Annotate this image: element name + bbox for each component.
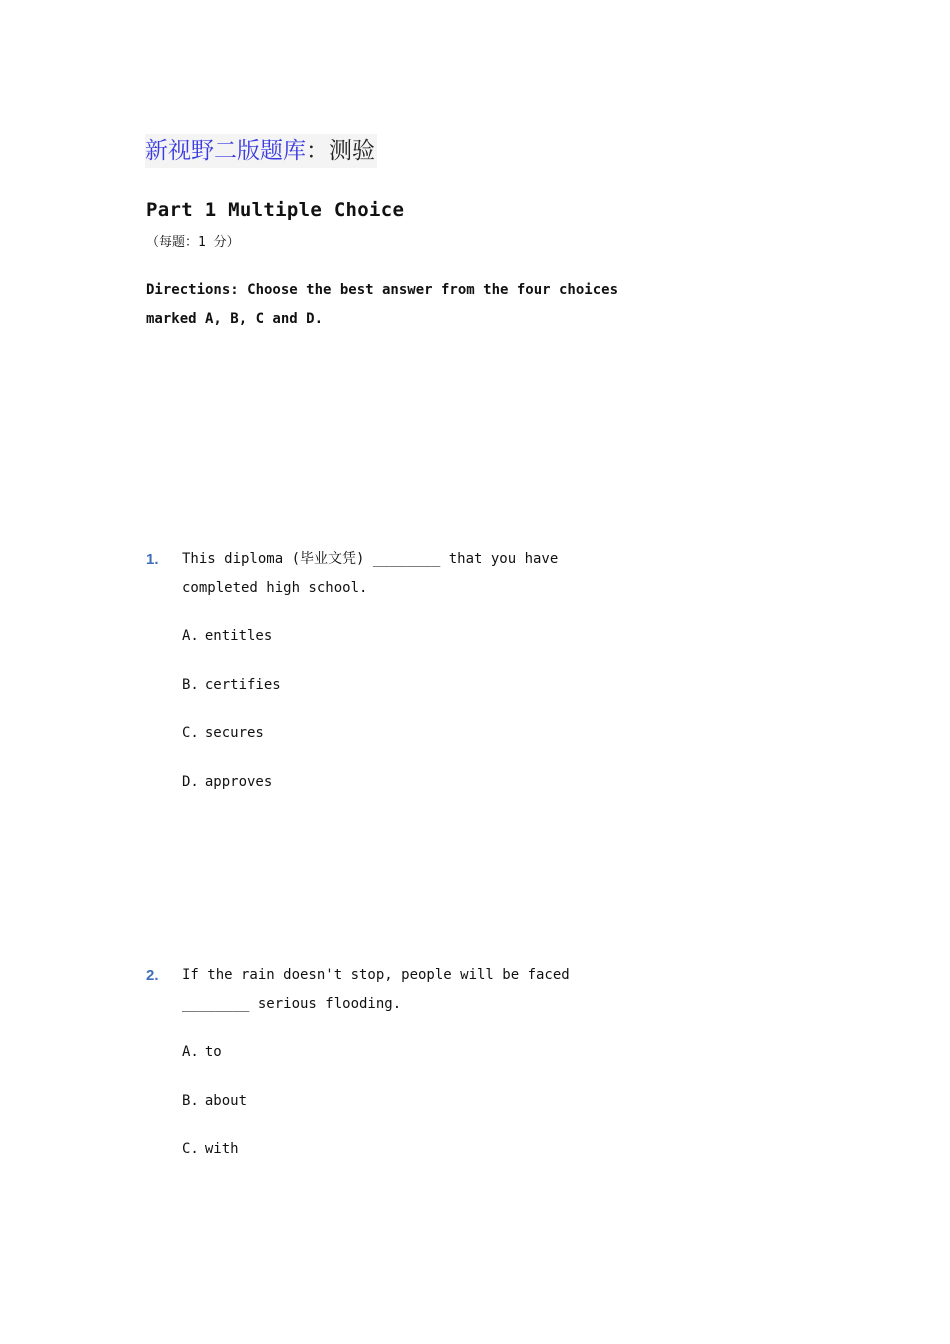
question-number: 2.	[146, 967, 159, 984]
page-title-separator: ：	[306, 138, 329, 164]
option-letter: B.	[182, 677, 199, 693]
option-c[interactable]	[182, 1139, 239, 1159]
option-letter: C.	[182, 1141, 199, 1157]
option-text: with	[204, 1141, 239, 1157]
option-a[interactable]	[182, 626, 272, 646]
option-letter: A.	[182, 1044, 199, 1060]
option-text: certifies	[204, 677, 281, 693]
option-a[interactable]	[182, 1042, 222, 1062]
option-letter: D.	[182, 774, 199, 790]
option-text: approves	[204, 774, 273, 790]
option-text: about	[204, 1093, 248, 1109]
directions-text: Directions: Choose the best answer from the four choices marked A, B, C and D.	[146, 282, 619, 327]
option-letter: C.	[182, 725, 199, 741]
question-text: If the rain doesn't stop, people will be faced ________ serious flooding.	[182, 967, 570, 1012]
page-title-sub: 测验	[329, 138, 375, 164]
option-c[interactable]	[182, 723, 264, 743]
page-title	[145, 134, 377, 168]
option-letter: A.	[182, 628, 199, 644]
option-d[interactable]	[182, 772, 272, 792]
question-text: This diploma (毕业文凭) ________ that you have completed high school.	[182, 551, 559, 596]
page-title-main: 新视野二版题库	[145, 138, 306, 164]
points-note: （每题：1 分）	[146, 235, 240, 250]
option-text: to	[204, 1044, 222, 1060]
option-letter: B.	[182, 1093, 199, 1109]
option-text: entitles	[204, 628, 273, 644]
option-b[interactable]	[182, 675, 281, 695]
part-heading: Part 1 Multiple Choice	[146, 199, 405, 221]
option-text: secures	[204, 725, 264, 741]
question-number: 1.	[146, 551, 159, 568]
option-b[interactable]	[182, 1091, 247, 1111]
